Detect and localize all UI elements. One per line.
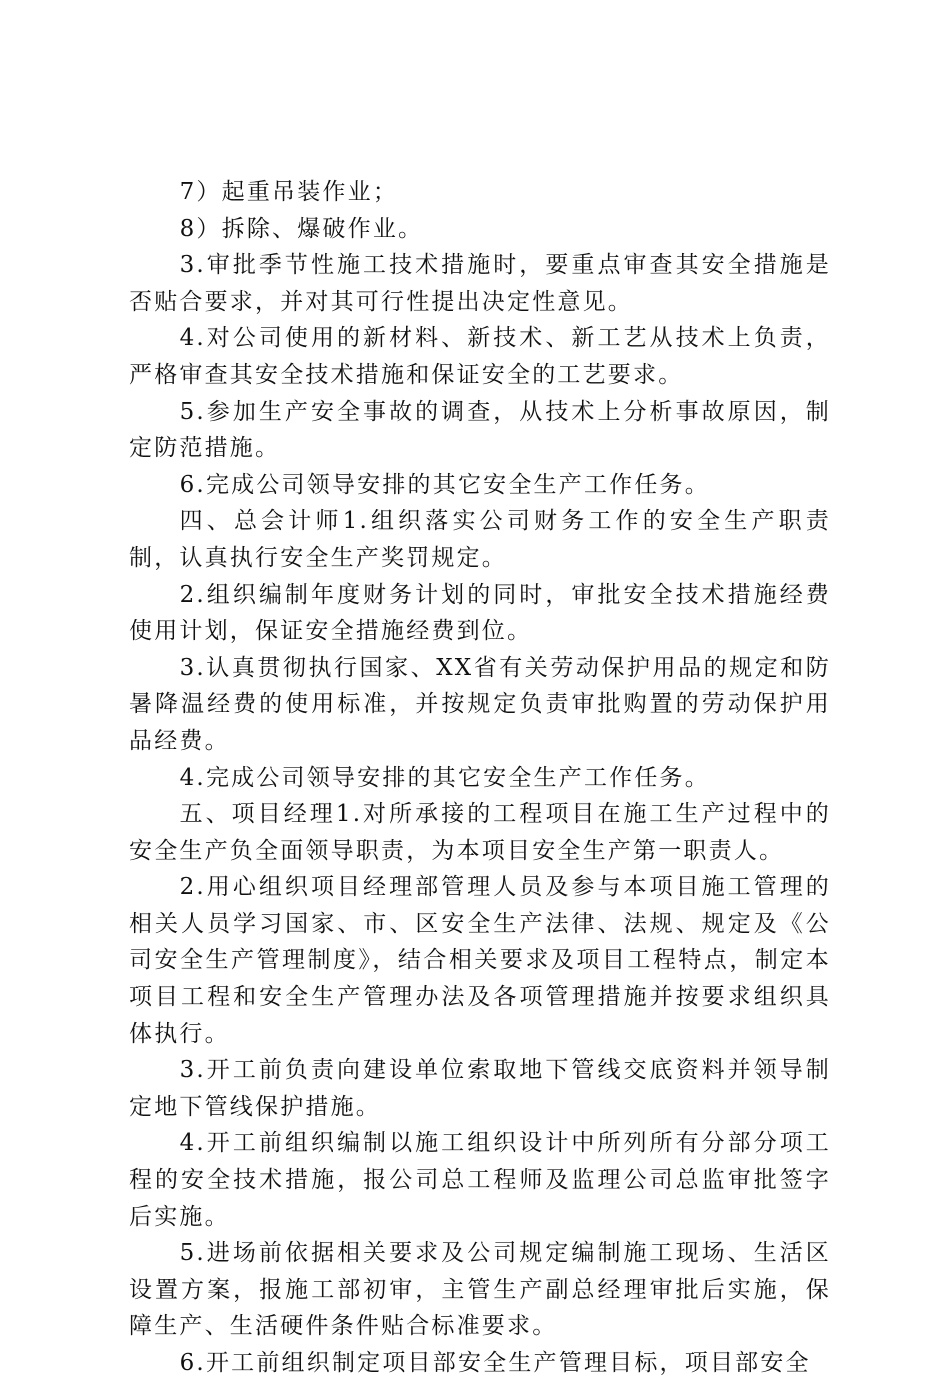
list-item: 7）起重吊装作业； xyxy=(179,179,399,205)
paragraph: 4.开工前组织编制以施工组织设计中所列所有分部分项工程的安全技术措施，报公司总工程师及监理公司总监审批签字后实施。 xyxy=(129,1130,831,1230)
list-item: 8）拆除、爆破作业。 xyxy=(179,215,424,242)
paragraph: 4.完成公司领导安排的其它安全生产工作任务。 xyxy=(179,764,710,791)
paragraph: 3.审批季节性施工技术措施时，要重点审查其安全措施是否贴合要求，并对其可行性提出决定性意见。 xyxy=(129,252,831,315)
paragraph: 3.认真贯彻执行国家、XX省有关劳动保护用品的规定和防暑降温经费的使用标准，并按规定负责审批购置的劳动保护用品经费。 xyxy=(129,654,831,754)
paragraph: 6.开工前组织制定项目部安全生产管理目标，项目部安全 xyxy=(179,1350,811,1376)
paragraph: 5.进场前依据相关要求及公司规定编制施工现场、生活区设置方案，报施工部初审，主管生产副总经理审批后实施，保障生产、生活硬件条件贴合标准要求。 xyxy=(129,1240,831,1340)
section-heading-paragraph: 四、总会计师1.组织落实公司财务工作的安全生产职责制，认真执行安全生产奖罚规定。 xyxy=(129,508,831,571)
section-heading-paragraph: 五、项目经理1.对所承接的工程项目在施工生产过程中的安全生产负全面领导职责，为本项目安全生产第一职责人。 xyxy=(129,801,831,864)
paragraph: 2.用心组织项目经理部管理人员及参与本项目施工管理的相关人员学习国家、市、区安全生产法律、法规、规定及《公司安全生产管理制度》，结合相关要求及项目工程特点，制定本项目工程和安全生产管理办法及各项管理措施并按要求组织具体执行。 xyxy=(129,874,831,1047)
paragraph: 3.开工前负责向建设单位索取地下管线交底资料并领导制定地下管线保护措施。 xyxy=(129,1057,831,1120)
paragraph: 6.完成公司领导安排的其它安全生产工作任务。 xyxy=(179,471,710,498)
document-body xyxy=(129,174,831,1382)
paragraph: 2.组织编制年度财务计划的同时，审批安全技术措施经费使用计划，保证安全措施经费到位。 xyxy=(129,581,831,645)
paragraph: 5.参加生产安全事故的调查，从技术上分析事故原因，制定防范措施。 xyxy=(129,398,831,462)
paragraph: 4.对公司使用的新材料、新技术、新工艺从技术上负责，严格审查其安全技术措施和保证安全的工艺要求。 xyxy=(129,325,831,388)
